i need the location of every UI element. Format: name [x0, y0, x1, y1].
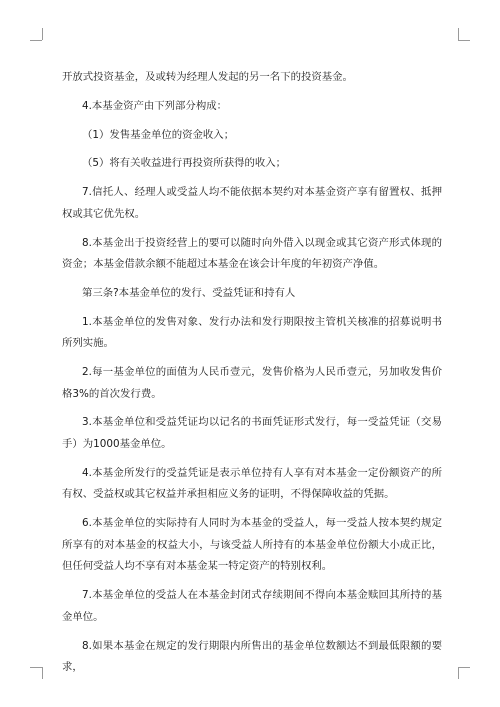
paragraph: （5）将有关收益进行再投资所获得的收入； [82, 157, 287, 170]
paragraph: 7.本基金单位的受益人在本基金封闭式存续期间不得向本基金赎回其所持的基金单位。 [62, 589, 442, 623]
paragraph: 1.本基金单位的发售对象、发行办法和发行期限按主管机关核准的招募说明书所列实施。 [62, 315, 442, 350]
paragraph: 4.本基金所发行的受益凭证是表示单位持有人享有对本基金一定份额资产的所有权、受益权或其它权益并承担相应义务的证明，不得保障收益的凭据。 [62, 466, 442, 501]
paragraph: 4.本基金资产由下列部分构成： [82, 99, 227, 112]
paragraph: 2.每一基金单位的面值为人民币壹元，发售价格为人民币壹元，另加收发售价格3%的首次发行费。 [62, 366, 442, 400]
paragraph: 7.信托人、经理人或受益人均不能依据本契约对本基金资产享有留置权、抵押权或其它优先权。 [62, 186, 442, 220]
paragraph: 6.本基金单位的实际持有人同时为本基金的受益人，每一受益人按本契约规定所享有的对本基金的权益大小，与该受益人所持有的本基金单位份额大小成正比，但任何受益人均不享有对本基金某一特定资产的特别权利。 [62, 517, 442, 573]
paragraph: 开放式投资基金，及或转为经理人发起的另一名下的投资基金。 [62, 71, 353, 83]
section-heading: 第三条?本基金单位的发行、受益凭证和持有人 [82, 286, 296, 299]
paragraph: （1）发售基金单位的资金收入； [82, 128, 235, 141]
paragraph: 8.如果本基金在规定的发行期限内所售出的基金单位数额达不到最低限额的要求， [62, 639, 442, 674]
paragraph: 3.本基金单位和受益凭证均以记名的书面凭证形式发行，每一受益凭证（交易手）为1000基金单位。 [62, 416, 442, 450]
document-body [62, 67, 442, 686]
paragraph: 8.本基金出于投资经营上的要可以随时向外借入以现金或其它资产形式体现的资金；本基金借款余额不能超过本基金在该会计年度的年初资产净值。 [62, 236, 442, 271]
